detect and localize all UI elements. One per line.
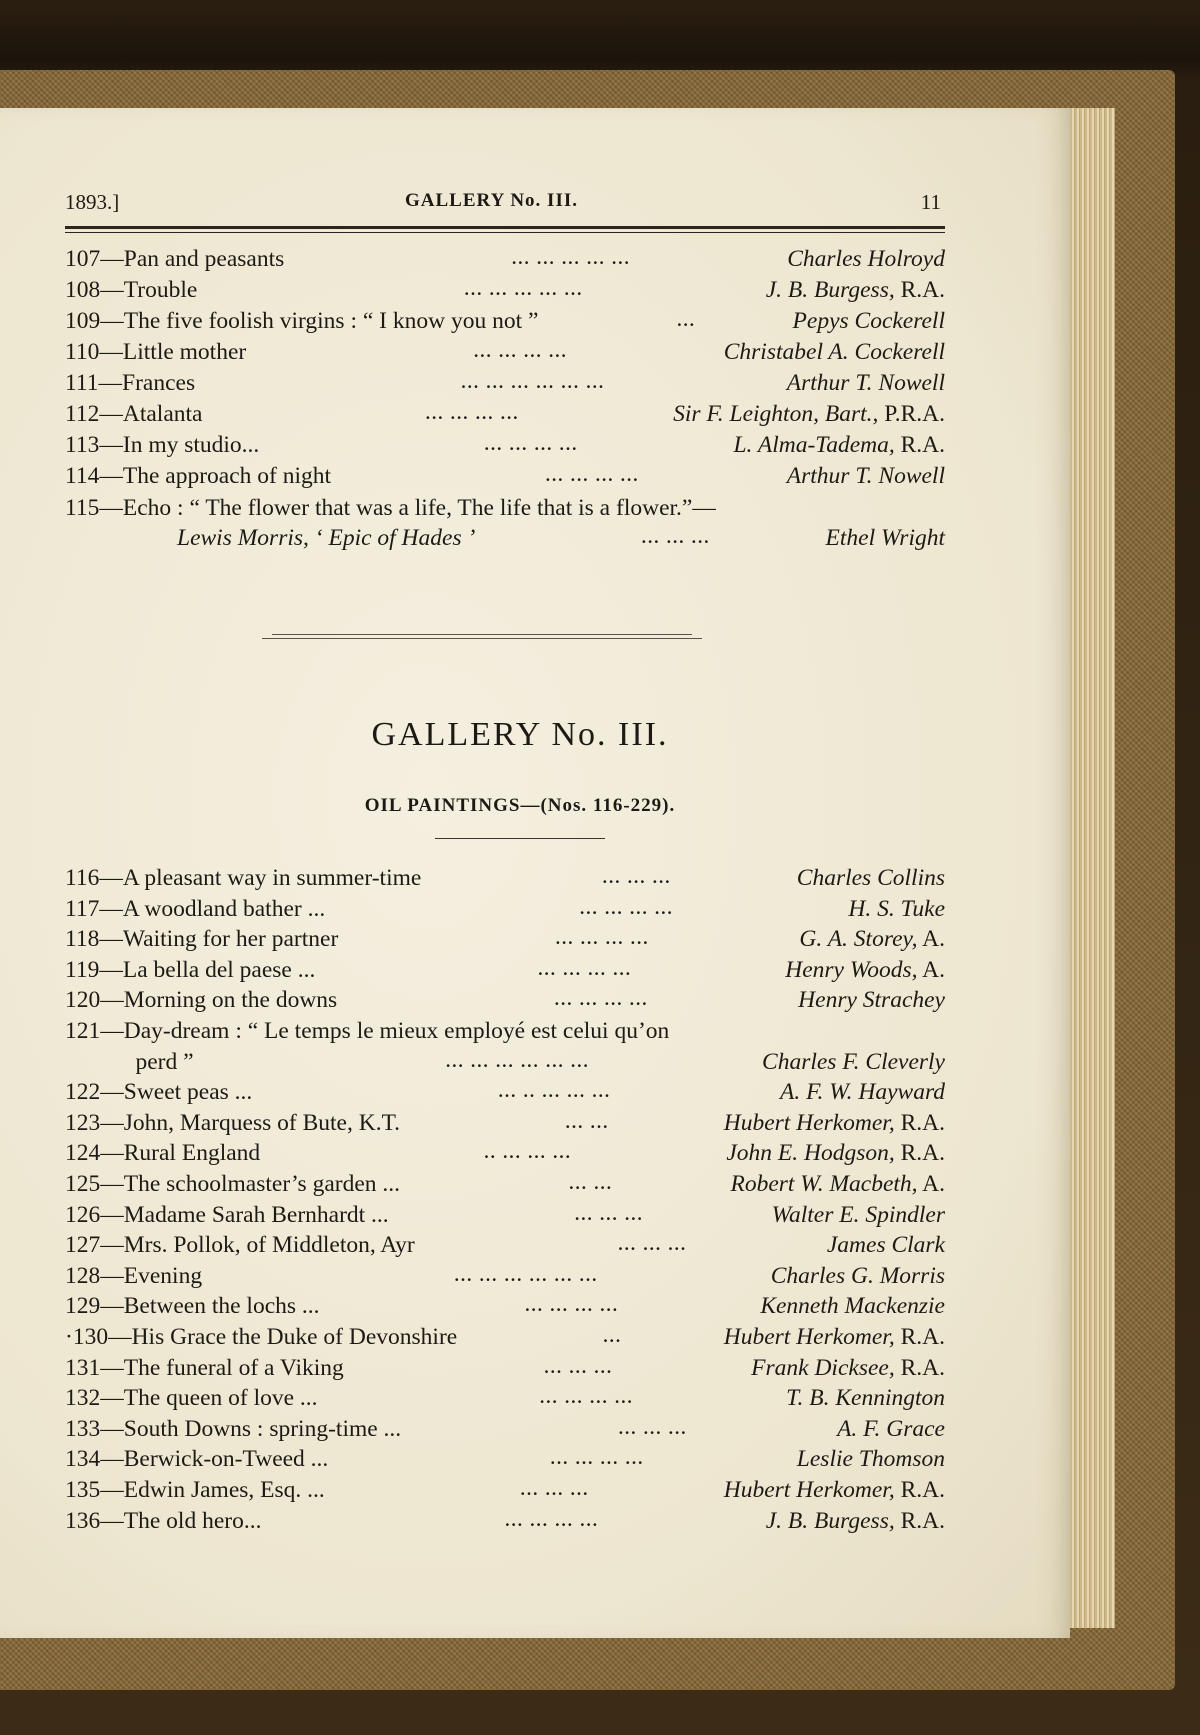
catalogue-entry (65, 1444, 945, 1474)
artist-name: Charles F. Cleverly (762, 1048, 945, 1075)
catalogue-entry (65, 985, 945, 1015)
entry-title: 133—South Downs : spring-time ... (65, 1415, 402, 1442)
entry-title: 122—Sweet peas ... (65, 1079, 253, 1106)
entry-artist (798, 985, 945, 1015)
leader-dots: ... .. ... ... ... (498, 1082, 612, 1102)
artist-name: J. B. Burgess, (765, 1507, 895, 1534)
artist-name: Hubert Herkomer, (723, 1109, 895, 1136)
artist-name: T. B. Kennington (786, 1385, 945, 1412)
entry-title: 132—The queen of love ... (65, 1385, 318, 1412)
entry-artist (724, 1475, 945, 1505)
artist-name: Charles G. Morris (770, 1262, 945, 1289)
entry-artist (799, 924, 945, 954)
catalogue-entry (65, 1108, 945, 1138)
entry-title: 129—Between the lochs ... (65, 1293, 320, 1320)
entry-title: 117—A woodland bather ... (65, 895, 326, 922)
artist-suffix: R.A. (894, 432, 945, 458)
entry-artist (771, 1261, 945, 1291)
entry-title: 120—Morning on the downs (65, 987, 338, 1014)
leader-dots: ... ... ... ... (505, 1510, 599, 1530)
artist-suffix: A. (917, 926, 945, 953)
artist-name: Robert W. Macbeth, (730, 1171, 918, 1197)
entry-artist (766, 1506, 945, 1536)
leader-dots: ... ... ... (544, 1357, 614, 1377)
entry-title: 119—La bella del paese ... (65, 956, 316, 983)
entry-title: 108—Trouble (65, 277, 198, 303)
leader-dots: ... ... ... ... (525, 1296, 619, 1316)
entry-artist (733, 430, 945, 460)
artist-suffix: R.A. (894, 1140, 945, 1167)
gallery-title: GALLERY No. III. (371, 716, 669, 753)
entry-artist (724, 1322, 945, 1352)
leader-dots: ... ... ... ... ... ... (446, 1051, 590, 1071)
entry-title: 136—The old hero... (65, 1507, 262, 1534)
entry-title: 128—Evening (65, 1262, 203, 1289)
leader-dots: ... ... ... ... (474, 342, 568, 361)
catalogue-entry (65, 275, 945, 305)
catalogue-entry (65, 1506, 945, 1536)
ornament-rule-1 (272, 634, 692, 635)
entry-artist (786, 1383, 945, 1413)
entry-title: 121—Day-dream : “ Le temps le mieux employé est celui qu’on (65, 1018, 670, 1044)
header-year: 1893.] (65, 190, 120, 214)
entry-artist (797, 1444, 945, 1474)
catalogue-entry (65, 337, 945, 367)
ornament-rule-2 (262, 638, 702, 639)
subtitle-rule (435, 838, 605, 839)
artist-name: G. A. Storey, (799, 926, 918, 953)
leader-dots: ... ... ... ... (580, 898, 674, 918)
entry-artist (780, 1077, 945, 1107)
catalogue-entry (65, 955, 945, 985)
catalogue-entry (65, 1200, 945, 1230)
catalogue-entry (65, 1475, 945, 1505)
artist-suffix: R.A. (894, 1354, 945, 1381)
artist-suffix: R.A. (894, 1507, 945, 1534)
catalogue-entry (65, 1414, 945, 1444)
leader-dots: ... ... ... ... ... (464, 280, 584, 299)
artist-name: Pepys Cockerell (792, 308, 945, 334)
leader-dots: ... ... (569, 1174, 613, 1193)
catalogue-entry (65, 368, 945, 398)
catalogue-entry (65, 244, 945, 274)
entry-artist (772, 1200, 945, 1230)
artist-suffix: R.A. (894, 1477, 945, 1503)
artist-name: J. B. Burgess, (765, 277, 895, 303)
leader-dots: ... ... ... (602, 868, 672, 887)
entry-artist (724, 1108, 945, 1138)
entry-115-artist: Ethel Wright (825, 525, 945, 551)
leader-dots: ... ... (565, 1112, 610, 1132)
catalogue-entry (65, 1138, 945, 1168)
catalogue-entry (65, 461, 945, 491)
leader-dots: ... ... ... (520, 1480, 590, 1499)
entry-artist (848, 894, 945, 924)
entry-artist (797, 863, 945, 893)
artist-name: Sir F. Leighton, Bart., (673, 401, 879, 427)
page-number: 11 (920, 190, 941, 214)
running-header (65, 190, 945, 220)
leader-dots: ... ... ... ... (550, 1449, 645, 1469)
leader-dots: ... ... ... ... (425, 404, 520, 423)
artist-suffix: A. (917, 956, 945, 983)
entry-title: 124—Rural England (65, 1140, 261, 1167)
entry-title: 123—John, Marquess of Bute, K.T. (65, 1109, 401, 1136)
catalogue-entry (65, 1016, 945, 1046)
catalogue-entry (65, 399, 945, 429)
artist-name: H. S. Tuke (848, 895, 945, 922)
leader-dots: ... ... ... ... (540, 1388, 634, 1408)
artist-suffix: R.A. (894, 277, 945, 303)
entry-title: 107—Pan and peasants (65, 246, 285, 272)
header-rule-thin (65, 232, 945, 233)
header-rule-thick (65, 226, 945, 229)
entry-artist (785, 955, 945, 985)
entry-artist (762, 1047, 945, 1077)
entry-115-dots: ... ... ... (641, 528, 711, 547)
entry-title: 118—Waiting for her partner (65, 926, 339, 953)
leader-dots: ... ... ... ... (555, 929, 650, 949)
artist-name: Henry Woods, (785, 956, 918, 983)
artist-suffix: R.A. (894, 1324, 945, 1350)
entry-artist (787, 244, 945, 274)
leader-dots: ... ... ... ... ... ... (454, 1265, 599, 1285)
entry-115-source: Lewis Morris, ‘ Epic of Hades ’ (177, 525, 476, 551)
artist-name: Frank Dicksee, (751, 1354, 895, 1381)
leader-dots: ... ... ... ... ... ... (461, 373, 606, 392)
entry-title: ·130—His Grace the Duke of Devonshire (65, 1324, 458, 1350)
entry-title: 126—Madame Sarah Bernhardt ... (65, 1201, 389, 1228)
entry-artist (827, 1230, 945, 1260)
entry-artist (793, 306, 945, 336)
entry-title: 131—The funeral of a Viking (65, 1354, 344, 1381)
entry-artist (724, 337, 945, 367)
entry-title: 127—Mrs. Pollok, of Middleton, Ayr (65, 1232, 415, 1259)
artist-name: Christabel A. Cockerell (723, 339, 945, 365)
entry-artist (673, 399, 945, 429)
entry-artist (760, 1291, 945, 1321)
catalogue-entry (65, 1169, 945, 1199)
artist-name: Arthur T. Nowell (786, 463, 945, 489)
artist-name: Arthur T. Nowell (786, 370, 945, 396)
artist-name: John E. Hodgson, (726, 1140, 895, 1167)
entry-title: 134—Berwick-on-Tweed ... (65, 1446, 329, 1473)
entry-artist (837, 1414, 945, 1444)
artist-name: Walter E. Spindler (771, 1201, 945, 1228)
entry-115-text: 115—Echo : “ The flower that was a life, The life that is a flower.”— (65, 495, 716, 521)
entry-artist (730, 1169, 945, 1199)
entry-title: 116—A pleasant way in summer-time (65, 865, 422, 891)
catalogue-entry (65, 430, 945, 460)
entry-artist (787, 461, 945, 491)
catalogue-entry (65, 1322, 945, 1352)
leader-dots: ... ... ... ... (554, 990, 649, 1010)
catalogue-entry (65, 894, 945, 924)
artist-suffix: A. (917, 1171, 945, 1197)
artist-name: A. F. W. Hayward (780, 1079, 945, 1106)
catalogue-entry (65, 1261, 945, 1291)
leader-dots: ... ... ... (618, 1235, 688, 1255)
entry-title: 135—Edwin James, Esq. ... (65, 1477, 325, 1503)
entry-artist (751, 1353, 945, 1383)
entry-115-line1 (65, 493, 945, 523)
artist-suffix: R.A. (894, 1109, 945, 1136)
entry-title: 110—Little mother (65, 339, 247, 365)
catalogue-entry (65, 1291, 945, 1321)
entry-title: 113—In my studio... (65, 432, 260, 458)
artist-name: Hubert Herkomer, (723, 1324, 895, 1350)
leader-dots: ... ... ... ... (538, 959, 632, 979)
leader-dots: ... (677, 311, 696, 330)
leader-dots: ... ... ... ... ... (512, 249, 631, 268)
artist-name: Charles Collins (796, 865, 945, 891)
artist-name: A. F. Grace (837, 1415, 945, 1442)
entry-title: 114—The approach of night (65, 463, 332, 489)
entry-title: perd ” (65, 1048, 194, 1075)
artist-name: Charles Holroyd (787, 246, 945, 272)
catalogue-entry (65, 1353, 945, 1383)
entry-title: 125—The schoolmaster’s garden ... (65, 1171, 401, 1197)
artist-name: L. Alma-Tadema, (733, 432, 895, 458)
header-title: GALLERY No. III. (405, 190, 578, 211)
artist-name: Henry Strachey (798, 987, 945, 1014)
leader-dots: ... ... ... (618, 1418, 688, 1438)
artist-suffix: P.R.A. (878, 401, 945, 427)
catalogue-entry (65, 1047, 945, 1077)
catalogue-entry (65, 863, 945, 893)
catalogue-entry (65, 1383, 945, 1413)
leader-dots: ... ... ... (575, 1204, 644, 1224)
entry-artist (726, 1138, 945, 1168)
catalogue-entry (65, 1230, 945, 1260)
entry-115-line2 (65, 523, 945, 553)
artist-name: James Clark (826, 1232, 945, 1259)
catalogue-entry (65, 924, 945, 954)
leader-dots: ... ... ... ... (484, 435, 579, 454)
artist-name: Kenneth Mackenzie (760, 1293, 945, 1320)
leader-dots: ... (603, 1327, 623, 1346)
gallery-subtitle: OIL PAINTINGS—(Nos. 116-229). (364, 795, 676, 816)
artist-name: Leslie Thomson (796, 1446, 945, 1473)
catalogue-entry (65, 1077, 945, 1107)
leader-dots: .. ... ... ... (484, 1143, 572, 1163)
entry-artist (766, 275, 945, 305)
leader-dots: ... ... ... ... (545, 466, 640, 485)
entry-title: 112—Atalanta (65, 401, 203, 427)
entry-title: 111—Frances (65, 370, 196, 396)
artist-name: Hubert Herkomer, (723, 1477, 895, 1503)
entry-title: 109—The five foolish virgins : “ I know you not ” (65, 308, 539, 334)
entry-artist (787, 368, 945, 398)
catalogue-entry (65, 306, 945, 336)
